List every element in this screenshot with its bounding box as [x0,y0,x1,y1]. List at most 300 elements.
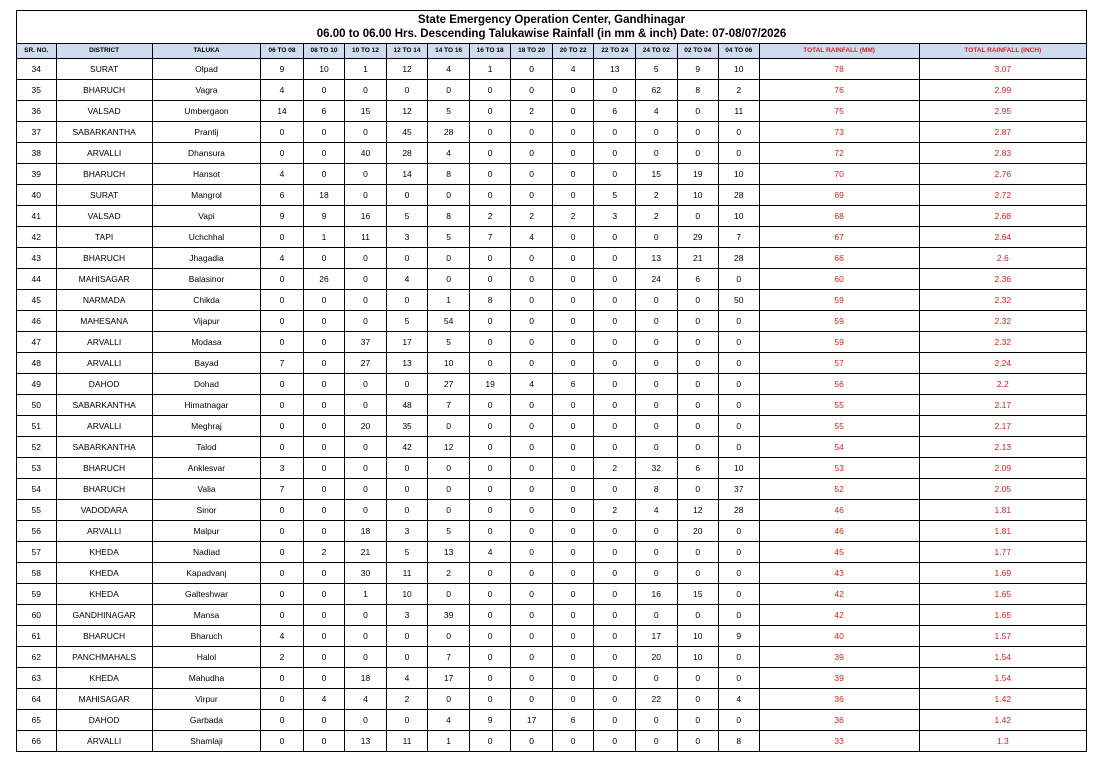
slot-24-02-cell: 0 [635,290,677,311]
sr-no-cell: 55 [17,500,57,521]
slot-14-16-cell: 27 [428,374,470,395]
sr-no-cell: 65 [17,710,57,731]
sr-no-cell: 57 [17,542,57,563]
slot-04-06-cell: 0 [719,353,760,374]
slot-12-14-cell: 5 [386,206,428,227]
slot-02-04-cell: 0 [677,437,719,458]
total-rainfall-mm-cell: 76 [759,80,919,101]
slot-14-16-cell: 0 [428,269,470,290]
slot-04-06-cell: 28 [719,500,760,521]
table-header-row [17,44,1087,59]
slot-06-08-cell: 0 [261,542,304,563]
slot-20-22-cell: 0 [552,311,594,332]
total-rainfall-mm-cell: 57 [759,353,919,374]
slot-18-20-cell: 0 [511,395,553,416]
slot-12-14-cell: 48 [386,395,428,416]
slot-04-06-cell: 10 [719,164,760,185]
table-row [17,731,1087,752]
slot-06-08-cell: 0 [261,227,304,248]
total-rainfall-inch-cell: 1.69 [919,563,1086,584]
slot-22-24-cell: 0 [594,143,636,164]
slot-02-04-cell: 10 [677,626,719,647]
slot-22-24-cell: 0 [594,542,636,563]
slot-06-08-cell: 0 [261,395,304,416]
slot-06-08-cell: 7 [261,353,304,374]
table-row [17,479,1087,500]
sr-no-cell: 51 [17,416,57,437]
slot-12-14-cell: 0 [386,500,428,521]
total-rainfall-inch-cell: 1.57 [919,626,1086,647]
slot-24-02-cell: 0 [635,143,677,164]
slot-22-24-cell: 0 [594,80,636,101]
district-cell: SURAT [56,59,152,80]
slot-16-18-cell: 0 [469,479,511,500]
slot-16-18-cell: 0 [469,563,511,584]
slot-20-22-cell: 2 [552,206,594,227]
total-rainfall-inch-header: TOTAL RAINFALL (INCH) [919,44,1086,59]
slot-08-10-cell: 0 [303,521,345,542]
taluka-cell: Prantij [152,122,260,143]
slot-20-22-cell: 0 [552,143,594,164]
slot-04-06-cell: 2 [719,80,760,101]
slot-20-22-cell: 0 [552,458,594,479]
slot-18-20-cell: 17 [511,710,553,731]
slot-24-02-cell: 16 [635,584,677,605]
slot-08-10-cell: 6 [303,101,345,122]
total-rainfall-inch-cell: 1.3 [919,731,1086,752]
total-rainfall-inch-cell: 2.87 [919,122,1086,143]
table-row [17,269,1087,290]
slot-10-12-cell: 30 [345,563,387,584]
report-header [16,10,1087,43]
slot-10-12-cell: 0 [345,395,387,416]
slot-04-06-header: 04 TO 06 [719,44,760,59]
slot-02-04-cell: 0 [677,143,719,164]
slot-16-18-cell: 7 [469,227,511,248]
slot-08-10-cell: 18 [303,185,345,206]
slot-08-10-cell: 0 [303,500,345,521]
slot-02-04-cell: 0 [677,395,719,416]
slot-14-16-cell: 7 [428,647,470,668]
taluka-cell: Dohad [152,374,260,395]
slot-16-18-cell: 0 [469,143,511,164]
slot-20-22-cell: 0 [552,521,594,542]
slot-22-24-cell: 0 [594,248,636,269]
slot-18-20-cell: 0 [511,668,553,689]
district-cell: VALSAD [56,206,152,227]
slot-18-20-cell: 0 [511,521,553,542]
slot-18-20-cell: 2 [511,206,553,227]
taluka-cell: Virpur [152,689,260,710]
slot-02-04-cell: 0 [677,731,719,752]
table-row [17,500,1087,521]
slot-08-10-cell: 0 [303,374,345,395]
slot-02-04-cell: 0 [677,605,719,626]
slot-02-04-cell: 10 [677,185,719,206]
slot-02-04-cell: 19 [677,164,719,185]
slot-02-04-cell: 0 [677,101,719,122]
slot-20-22-cell: 0 [552,437,594,458]
slot-06-08-cell: 0 [261,605,304,626]
slot-12-14-cell: 12 [386,59,428,80]
slot-12-14-cell: 0 [386,710,428,731]
slot-04-06-cell: 37 [719,479,760,500]
slot-14-16-cell: 4 [428,143,470,164]
slot-08-10-cell: 4 [303,689,345,710]
slot-16-18-cell: 0 [469,353,511,374]
slot-16-18-cell: 0 [469,80,511,101]
table-row [17,374,1087,395]
total-rainfall-inch-cell: 2.36 [919,269,1086,290]
slot-08-10-cell: 0 [303,122,345,143]
slot-12-14-cell: 42 [386,437,428,458]
slot-24-02-cell: 0 [635,122,677,143]
slot-10-12-cell: 0 [345,647,387,668]
slot-06-08-cell: 0 [261,521,304,542]
slot-12-14-cell: 0 [386,458,428,479]
slot-14-16-cell: 0 [428,185,470,206]
slot-10-12-cell: 0 [345,479,387,500]
slot-02-04-cell: 0 [677,479,719,500]
slot-04-06-cell: 4 [719,689,760,710]
slot-08-10-cell: 26 [303,269,345,290]
slot-04-06-cell: 8 [719,731,760,752]
total-rainfall-mm-cell: 42 [759,605,919,626]
slot-18-20-cell: 0 [511,122,553,143]
slot-20-22-cell: 0 [552,185,594,206]
slot-10-12-cell: 0 [345,458,387,479]
table-row [17,332,1087,353]
slot-20-22-cell: 0 [552,542,594,563]
slot-24-02-cell: 5 [635,59,677,80]
slot-24-02-cell: 0 [635,227,677,248]
taluka-cell: Kapadvanj [152,563,260,584]
slot-08-10-cell: 0 [303,563,345,584]
slot-12-14-cell: 0 [386,80,428,101]
slot-24-02-header: 24 TO 02 [635,44,677,59]
taluka-cell: Bharuch [152,626,260,647]
slot-10-12-cell: 0 [345,437,387,458]
slot-20-22-cell: 0 [552,626,594,647]
slot-18-20-cell: 0 [511,689,553,710]
slot-22-24-cell: 0 [594,563,636,584]
slot-10-12-cell: 27 [345,353,387,374]
sr-no-cell: 56 [17,521,57,542]
slot-06-08-cell: 4 [261,248,304,269]
slot-08-10-cell: 0 [303,353,345,374]
slot-16-18-cell: 0 [469,731,511,752]
slot-22-24-cell: 0 [594,689,636,710]
slot-20-22-cell: 0 [552,353,594,374]
table-row [17,563,1087,584]
slot-16-18-cell: 0 [469,458,511,479]
sr-no-cell: 49 [17,374,57,395]
slot-06-08-cell: 0 [261,689,304,710]
taluka-cell: Halol [152,647,260,668]
total-rainfall-mm-cell: 66 [759,248,919,269]
total-rainfall-inch-cell: 2.99 [919,80,1086,101]
slot-08-10-cell: 2 [303,542,345,563]
slot-10-12-cell: 18 [345,521,387,542]
taluka-cell: Himatnagar [152,395,260,416]
slot-02-04-cell: 9 [677,59,719,80]
slot-12-14-cell: 17 [386,332,428,353]
slot-24-02-cell: 0 [635,542,677,563]
total-rainfall-mm-cell: 69 [759,185,919,206]
total-rainfall-inch-cell: 1.65 [919,605,1086,626]
total-rainfall-inch-cell: 2.2 [919,374,1086,395]
slot-20-22-cell: 0 [552,122,594,143]
total-rainfall-inch-cell: 2.17 [919,416,1086,437]
district-cell: BHARUCH [56,479,152,500]
slot-08-10-cell: 0 [303,395,345,416]
slot-04-06-cell: 0 [719,122,760,143]
slot-22-24-cell: 0 [594,269,636,290]
total-rainfall-mm-cell: 55 [759,416,919,437]
slot-22-24-cell: 6 [594,101,636,122]
slot-04-06-cell: 9 [719,626,760,647]
taluka-cell: Talod [152,437,260,458]
slot-06-08-cell: 0 [261,332,304,353]
slot-16-18-cell: 19 [469,374,511,395]
slot-10-12-cell: 13 [345,731,387,752]
total-rainfall-inch-cell: 1.77 [919,542,1086,563]
slot-16-18-cell: 0 [469,437,511,458]
slot-18-20-cell: 2 [511,101,553,122]
slot-02-04-cell: 0 [677,374,719,395]
slot-18-20-cell: 0 [511,458,553,479]
district-header: DISTRICT [56,44,152,59]
slot-14-16-cell: 39 [428,605,470,626]
table-row [17,101,1087,122]
district-cell: VADODARA [56,500,152,521]
slot-02-04-cell: 0 [677,689,719,710]
slot-22-24-cell: 0 [594,374,636,395]
slot-02-04-cell: 0 [677,563,719,584]
slot-14-16-cell: 4 [428,59,470,80]
slot-18-20-cell: 0 [511,311,553,332]
slot-02-04-cell: 0 [677,332,719,353]
district-cell: ARVALLI [56,143,152,164]
slot-16-18-cell: 0 [469,101,511,122]
total-rainfall-mm-cell: 75 [759,101,919,122]
table-row [17,689,1087,710]
district-cell: KHEDA [56,584,152,605]
slot-16-18-cell: 0 [469,332,511,353]
total-rainfall-inch-cell: 1.65 [919,584,1086,605]
slot-10-12-cell: 0 [345,248,387,269]
slot-06-08-cell: 0 [261,374,304,395]
slot-24-02-cell: 0 [635,710,677,731]
district-cell: PANCHMAHALS [56,647,152,668]
slot-16-18-cell: 0 [469,689,511,710]
slot-14-16-cell: 2 [428,563,470,584]
taluka-cell: Mansa [152,605,260,626]
district-cell: ARVALLI [56,521,152,542]
slot-12-14-cell: 12 [386,101,428,122]
slot-08-10-header: 08 TO 10 [303,44,345,59]
slot-10-12-cell: 21 [345,542,387,563]
slot-04-06-cell: 50 [719,290,760,311]
slot-06-08-cell: 0 [261,500,304,521]
slot-10-12-cell: 18 [345,668,387,689]
slot-04-06-cell: 7 [719,227,760,248]
slot-04-06-cell: 0 [719,647,760,668]
total-rainfall-mm-header: TOTAL RAINFALL (MM) [759,44,919,59]
slot-22-24-cell: 5 [594,185,636,206]
taluka-header: TALUKA [152,44,260,59]
slot-10-12-cell: 1 [345,584,387,605]
slot-02-04-cell: 29 [677,227,719,248]
slot-14-16-cell: 5 [428,332,470,353]
total-rainfall-inch-cell: 2.09 [919,458,1086,479]
district-cell: ARVALLI [56,416,152,437]
slot-12-14-cell: 0 [386,290,428,311]
slot-14-16-cell: 17 [428,668,470,689]
slot-18-20-cell: 0 [511,332,553,353]
slot-10-12-cell: 11 [345,227,387,248]
taluka-cell: Mahudha [152,668,260,689]
slot-22-24-header: 22 TO 24 [594,44,636,59]
total-rainfall-inch-cell: 1.42 [919,710,1086,731]
slot-04-06-cell: 0 [719,437,760,458]
total-rainfall-inch-cell: 3.07 [919,59,1086,80]
table-row [17,59,1087,80]
slot-10-12-cell: 37 [345,332,387,353]
slot-20-22-cell: 0 [552,500,594,521]
slot-22-24-cell: 2 [594,458,636,479]
slot-10-12-header: 10 TO 12 [345,44,387,59]
taluka-cell: Chikda [152,290,260,311]
slot-12-14-cell: 11 [386,731,428,752]
sr-no-cell: 36 [17,101,57,122]
slot-16-18-cell: 0 [469,626,511,647]
total-rainfall-inch-cell: 2.32 [919,332,1086,353]
taluka-cell: Uchchhal [152,227,260,248]
table-row [17,248,1087,269]
table-row [17,521,1087,542]
slot-06-08-header: 06 TO 08 [261,44,304,59]
district-cell: KHEDA [56,542,152,563]
slot-20-22-cell: 0 [552,584,594,605]
slot-10-12-cell: 0 [345,290,387,311]
slot-04-06-cell: 10 [719,206,760,227]
slot-04-06-cell: 0 [719,710,760,731]
total-rainfall-mm-cell: 52 [759,479,919,500]
taluka-cell: Vagra [152,80,260,101]
taluka-cell: Balasinor [152,269,260,290]
total-rainfall-mm-cell: 53 [759,458,919,479]
slot-14-16-cell: 10 [428,353,470,374]
slot-18-20-cell: 0 [511,542,553,563]
slot-08-10-cell: 0 [303,647,345,668]
slot-16-18-cell: 0 [469,395,511,416]
sr-no-cell: 47 [17,332,57,353]
total-rainfall-inch-cell: 2.68 [919,206,1086,227]
slot-06-08-cell: 0 [261,416,304,437]
slot-02-04-cell: 10 [677,647,719,668]
slot-08-10-cell: 0 [303,416,345,437]
slot-14-16-cell: 5 [428,101,470,122]
slot-02-04-cell: 0 [677,416,719,437]
district-cell: NARMADA [56,290,152,311]
slot-10-12-cell: 1 [345,59,387,80]
slot-22-24-cell: 0 [594,437,636,458]
slot-12-14-cell: 2 [386,689,428,710]
slot-10-12-cell: 20 [345,416,387,437]
slot-12-14-cell: 0 [386,185,428,206]
slot-24-02-cell: 32 [635,458,677,479]
table-row [17,437,1087,458]
slot-18-20-cell: 4 [511,227,553,248]
slot-20-22-cell: 0 [552,479,594,500]
slot-06-08-cell: 0 [261,311,304,332]
slot-02-04-cell: 20 [677,521,719,542]
slot-24-02-cell: 24 [635,269,677,290]
slot-06-08-cell: 4 [261,164,304,185]
district-cell: MAHISAGAR [56,689,152,710]
district-cell: SABARKANTHA [56,437,152,458]
slot-24-02-cell: 0 [635,311,677,332]
slot-12-14-cell: 3 [386,227,428,248]
sr-no-cell: 40 [17,185,57,206]
slot-22-24-cell: 0 [594,584,636,605]
sr-no-cell: 46 [17,311,57,332]
sr-no-cell: 50 [17,395,57,416]
total-rainfall-mm-cell: 36 [759,710,919,731]
table-row [17,290,1087,311]
total-rainfall-inch-cell: 1.42 [919,689,1086,710]
slot-04-06-cell: 10 [719,458,760,479]
slot-14-16-cell: 0 [428,80,470,101]
slot-08-10-cell: 1 [303,227,345,248]
slot-22-24-cell: 0 [594,626,636,647]
district-cell: SABARKANTHA [56,122,152,143]
table-row [17,227,1087,248]
slot-18-20-cell: 0 [511,437,553,458]
slot-04-06-cell: 0 [719,311,760,332]
total-rainfall-mm-cell: 46 [759,500,919,521]
taluka-cell: Malpur [152,521,260,542]
total-rainfall-inch-cell: 2.13 [919,437,1086,458]
slot-20-22-cell: 0 [552,395,594,416]
slot-24-02-cell: 0 [635,353,677,374]
table-row [17,710,1087,731]
slot-14-16-header: 14 TO 16 [428,44,470,59]
slot-18-20-cell: 0 [511,563,553,584]
slot-16-18-cell: 0 [469,605,511,626]
slot-14-16-cell: 12 [428,437,470,458]
slot-16-18-cell: 1 [469,59,511,80]
slot-08-10-cell: 9 [303,206,345,227]
slot-12-14-cell: 0 [386,626,428,647]
slot-22-24-cell: 0 [594,395,636,416]
slot-12-14-cell: 14 [386,164,428,185]
slot-24-02-cell: 0 [635,668,677,689]
slot-18-20-cell: 4 [511,374,553,395]
slot-04-06-cell: 0 [719,143,760,164]
slot-16-18-cell: 0 [469,164,511,185]
sr-no-cell: 48 [17,353,57,374]
slot-22-24-cell: 0 [594,710,636,731]
slot-08-10-cell: 0 [303,479,345,500]
district-cell: BHARUCH [56,248,152,269]
total-rainfall-mm-cell: 39 [759,647,919,668]
slot-12-14-cell: 28 [386,143,428,164]
total-rainfall-mm-cell: 60 [759,269,919,290]
sr-no-header: SR. NO. [17,44,57,59]
taluka-cell: Shamlaji [152,731,260,752]
